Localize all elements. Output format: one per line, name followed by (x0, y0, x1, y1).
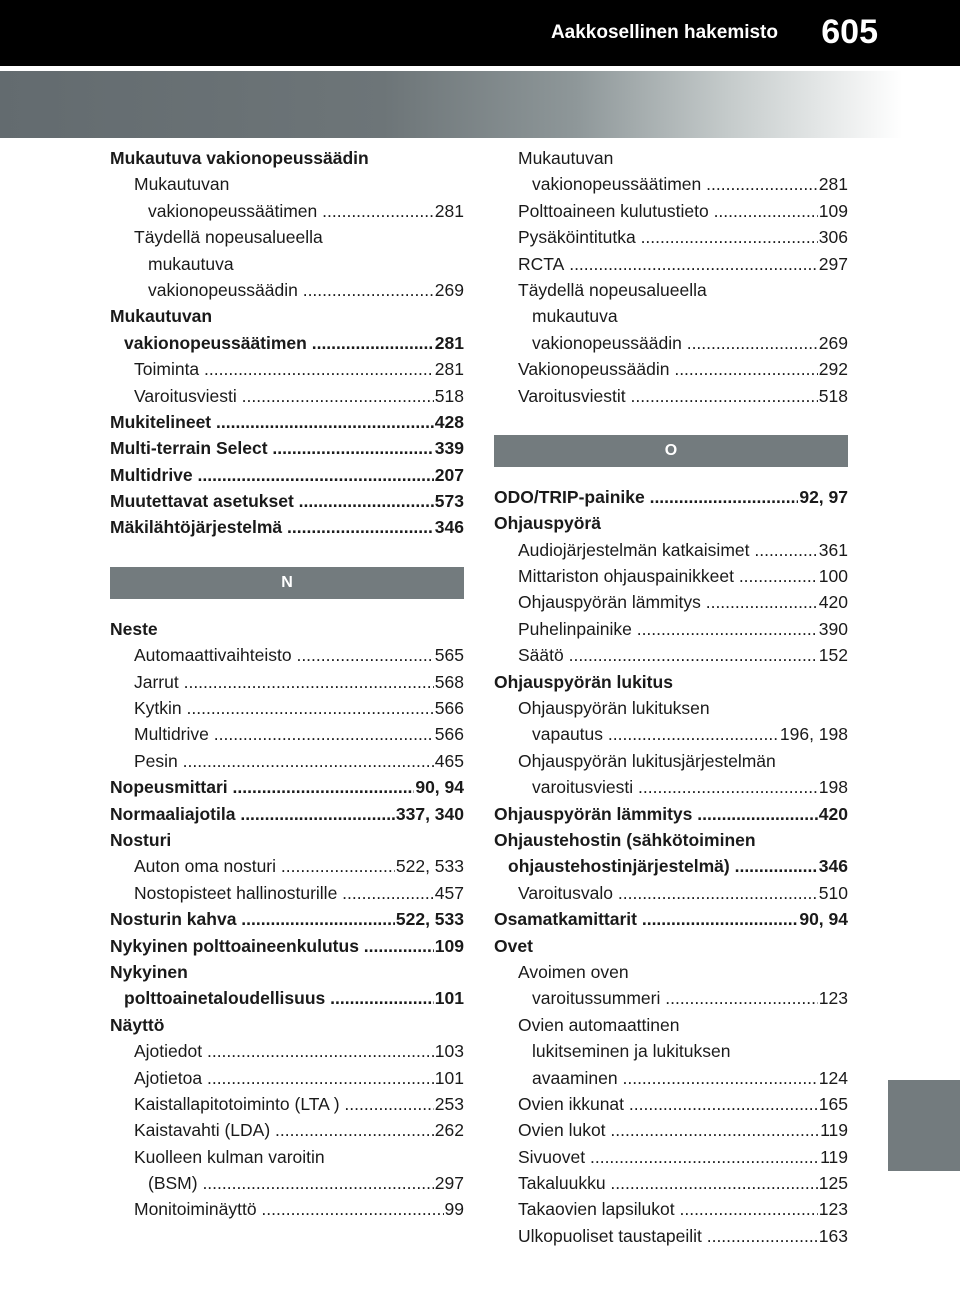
entry-page-ref: 103 (434, 1038, 464, 1064)
entry-term: Ovien automaattinen (518, 1014, 680, 1035)
index-entry (110, 933, 464, 959)
entry-term: Neste (110, 618, 158, 639)
index-entry (494, 383, 848, 409)
entry-term: Toiminta (134, 359, 200, 380)
entry-page-ref: 457 (434, 880, 464, 906)
index-entry (494, 669, 848, 695)
entry-page-ref: 337, 340 (395, 801, 464, 827)
entry-term: Mukitelineet (110, 411, 212, 432)
index-entry (494, 1117, 848, 1143)
entry-page-ref: 253 (434, 1091, 464, 1117)
entry-term: Ohjaustehostin (sähkötoiminen (494, 829, 756, 850)
index-entry (494, 880, 848, 906)
entry-term: ODO/TRIP-painike (494, 486, 645, 507)
entry-term: Kytkin (134, 698, 182, 719)
index-entry (110, 462, 464, 488)
entry-term: Nosturi (110, 829, 172, 850)
index-entry (494, 1065, 848, 1091)
entry-term: Mittariston ohjauspainikkeet (518, 566, 734, 587)
entry-term: Takaovien lapsilukot (518, 1199, 675, 1220)
spacer (110, 541, 464, 567)
index-entry (110, 774, 464, 800)
entry-page-ref: 109 (818, 198, 848, 224)
entry-term: Ohjauspyörän lämmitys (518, 592, 701, 613)
index-entry (110, 906, 464, 932)
index-entry (110, 616, 464, 642)
index-entry (494, 484, 848, 510)
index-entry (110, 171, 464, 197)
index-entry (494, 642, 848, 668)
index-entry (494, 1144, 848, 1170)
entry-term: Mukautuvan (134, 174, 230, 195)
entry-term: Ohjauspyörä (494, 513, 601, 534)
index-entry (110, 277, 464, 303)
index-entry (110, 330, 464, 356)
entry-page-ref: 123 (818, 985, 848, 1011)
entry-page-ref: 101 (434, 1065, 464, 1091)
index-column-right (494, 145, 848, 1249)
entry-page-ref: 566 (434, 721, 464, 747)
entry-page-ref: 196, 198 (779, 721, 848, 747)
entry-page-ref: 125 (818, 1170, 848, 1196)
index-entry (494, 774, 848, 800)
header-bar (0, 0, 960, 66)
entry-term: ohjaustehostinjärjestelmä) (508, 856, 730, 877)
entry-term: Nostopisteet hallinosturille (134, 882, 338, 903)
entry-term: mukautuva (532, 306, 618, 327)
entry-term: vapautus (532, 724, 604, 745)
index-entry (110, 642, 464, 668)
entry-page-ref: 99 (444, 1196, 464, 1222)
index-entry (110, 1065, 464, 1091)
entry-term: Osamatkamittarit (494, 909, 637, 930)
entry-term: Audiojärjestelmän katkaisimet (518, 539, 750, 560)
entry-page-ref: 281 (434, 198, 464, 224)
entry-term: Varoitusvalo (518, 882, 614, 903)
index-entry (110, 853, 464, 879)
index-entry (110, 356, 464, 382)
entry-term: Ovet (494, 935, 533, 956)
entry-term: Normaaliajotila (110, 803, 236, 824)
entry-page-ref: 518 (434, 383, 464, 409)
index-entry (494, 1012, 848, 1038)
index-entry (494, 1196, 848, 1222)
index-entry (494, 563, 848, 589)
letter-heading: N (110, 567, 464, 599)
entry-term: Multidrive (110, 464, 193, 485)
section-title: Aakkosellinen hakemisto (550, 22, 778, 43)
index-entry (110, 303, 464, 329)
index-entry (110, 1117, 464, 1143)
entry-term: Nykyinen polttoaineenkulutus (110, 935, 359, 956)
index-entry (494, 985, 848, 1011)
index-entry (494, 356, 848, 382)
entry-page-ref: 262 (434, 1117, 464, 1143)
index-entry (494, 801, 848, 827)
entry-page-ref: 123 (818, 1196, 848, 1222)
entry-page-ref: 90, 94 (798, 906, 848, 932)
index-entry (110, 827, 464, 853)
index-entry (494, 721, 848, 747)
index-entry (110, 1196, 464, 1222)
entry-page-ref: 346 (818, 853, 848, 879)
entry-term: Muutettavat asetukset (110, 491, 294, 512)
index-entry (110, 1144, 464, 1170)
index-entry (110, 1170, 464, 1196)
entry-term: varoitusviesti (532, 777, 634, 798)
entry-page-ref: 465 (434, 748, 464, 774)
entry-term: Sivuovet (518, 1146, 586, 1167)
entry-page-ref: 522, 533 (395, 853, 464, 879)
index-entry (110, 1038, 464, 1064)
index-entry (494, 959, 848, 985)
entry-page-ref: 568 (434, 669, 464, 695)
entry-page-ref: 101 (434, 985, 464, 1011)
entry-page-ref: 297 (434, 1170, 464, 1196)
entry-page-ref: 92, 97 (798, 484, 848, 510)
index-entry (494, 933, 848, 959)
spacer (494, 409, 848, 435)
entry-page-ref: 152 (818, 642, 848, 668)
index-entry (110, 198, 464, 224)
entry-term: Täydellä nopeusalueella (518, 279, 707, 300)
entry-term: Ajotietoa (134, 1067, 203, 1088)
entry-term: Ovien lukot (518, 1120, 606, 1141)
entry-term: Kaistallapitotoiminto (LTA ) (134, 1093, 340, 1114)
index-entry (494, 330, 848, 356)
entry-term: Mäkilähtöjärjestelmä (110, 517, 283, 538)
spacer (110, 599, 464, 616)
index-column-left (110, 145, 464, 1223)
index-entry (110, 435, 464, 461)
entry-term: Polttoaineen kulutustieto (518, 200, 709, 221)
entry-term: Näyttö (110, 1014, 165, 1035)
entry-page-ref: 361 (818, 537, 848, 563)
entry-page-ref: 566 (434, 695, 464, 721)
index-entry (110, 721, 464, 747)
spacer (494, 467, 848, 484)
index-entry (494, 510, 848, 536)
index-entry (110, 695, 464, 721)
entry-term: Mukautuva vakionopeussäädin (110, 148, 369, 168)
entry-term: vakionopeussäätimen (148, 200, 318, 221)
entry-page-ref: 420 (818, 589, 848, 615)
index-entry (494, 537, 848, 563)
entry-term: vakionopeussäädin (532, 332, 682, 353)
entry-term: lukitseminen ja lukituksen (532, 1041, 731, 1062)
entry-term: Nosturin kahva (110, 909, 237, 930)
entry-term: Ovien ikkunat (518, 1093, 625, 1114)
header-banner (0, 71, 960, 138)
entry-term: Pesin (134, 750, 178, 771)
entry-page-ref: 306 (818, 224, 848, 250)
entry-term: Vakionopeussäädin (518, 359, 670, 380)
entry-page-ref: 109 (434, 933, 464, 959)
index-entry (494, 906, 848, 932)
index-entry (494, 277, 848, 303)
entry-page-ref: 269 (434, 277, 464, 303)
entry-page-ref: 124 (818, 1065, 848, 1091)
index-entry (110, 959, 464, 985)
entry-term: Säätö (518, 645, 564, 666)
index-entry (494, 1038, 848, 1064)
index-entry (110, 748, 464, 774)
entry-term: Kuolleen kulman varoitin (134, 1146, 325, 1167)
entry-term: Kaistavahti (LDA) (134, 1120, 271, 1141)
entry-term: Varoitusviesti (134, 385, 237, 406)
entry-term: Nykyinen (110, 961, 188, 982)
entry-page-ref: 428 (434, 409, 464, 435)
index-entry (494, 251, 848, 277)
entry-page-ref: 269 (818, 330, 848, 356)
entry-term: Multidrive (134, 724, 209, 745)
entry-term: Puhelinpainike (518, 618, 632, 639)
index-entry (494, 827, 848, 853)
index-entry (110, 669, 464, 695)
entry-term: Ulkopuoliset taustapeilit (518, 1225, 702, 1246)
index-entry (110, 985, 464, 1011)
entry-page-ref: 281 (434, 356, 464, 382)
index-entry (110, 801, 464, 827)
entry-term: vakionopeussäätimen (124, 332, 307, 353)
index-entry (494, 853, 848, 879)
index-entry (110, 1012, 464, 1038)
entry-page-ref: 119 (819, 1117, 848, 1143)
index-entry (110, 514, 464, 540)
entry-term: vakionopeussäätimen (532, 174, 702, 195)
entry-term: varoitussummeri (532, 988, 661, 1009)
entry-term: Ohjauspyörän lukituksen (518, 698, 710, 719)
entry-page-ref: 90, 94 (414, 774, 464, 800)
entry-page-ref: 281 (434, 330, 464, 356)
index-entry (494, 616, 848, 642)
entry-page-ref: 565 (434, 642, 464, 668)
entry-term: RCTA (518, 253, 565, 274)
entry-page-ref: 573 (434, 488, 464, 514)
entry-page-ref: 346 (434, 514, 464, 540)
index-entry (110, 251, 464, 277)
entry-term: Jarrut (134, 671, 179, 692)
index-entry (494, 198, 848, 224)
entry-term: Takaluukku (518, 1173, 606, 1194)
entry-page-ref: 390 (818, 616, 848, 642)
index-entry (494, 695, 848, 721)
entry-page-ref: 100 (818, 563, 848, 589)
entry-term: Ohjauspyörän lukitus (494, 671, 673, 692)
chapter-tab (888, 1080, 960, 1171)
entry-term: Täydellä nopeusalueella (134, 227, 323, 248)
entry-page-ref: 518 (818, 383, 848, 409)
entry-term: avaaminen (532, 1067, 618, 1088)
index-entry (110, 488, 464, 514)
entry-term: polttoainetaloudellisuus (124, 988, 326, 1009)
index-entry (494, 1223, 848, 1249)
index-entry (110, 383, 464, 409)
entry-term: Ohjauspyörän lämmitys (494, 803, 693, 824)
page-number: 605 (821, 13, 878, 51)
entry-page-ref: 522, 533 (395, 906, 464, 932)
index-entry (110, 409, 464, 435)
entry-term: Mukautuvan (518, 148, 614, 168)
index-entry (494, 145, 848, 171)
entry-term: Mukautuvan (110, 306, 213, 327)
index-entry (110, 224, 464, 250)
entry-page-ref: 207 (434, 462, 464, 488)
entry-term: Nopeusmittari (110, 777, 228, 798)
entry-term: vakionopeussäädin (148, 279, 298, 300)
index-entry (494, 1170, 848, 1196)
entry-page-ref: 163 (818, 1223, 848, 1249)
entry-term: Auton oma nosturi (134, 856, 277, 877)
entry-page-ref: 339 (434, 435, 464, 461)
entry-page-ref: 292 (818, 356, 848, 382)
index-entry (494, 1091, 848, 1117)
index-entry (110, 145, 464, 171)
index-entry (110, 1091, 464, 1117)
entry-term: Pysäköintitutka (518, 227, 636, 248)
letter-heading: O (494, 435, 848, 467)
entry-page-ref: 119 (819, 1144, 848, 1170)
index-entry (494, 748, 848, 774)
index-entry (494, 303, 848, 329)
entry-term: (BSM) (148, 1173, 198, 1194)
index-entry (494, 224, 848, 250)
index-entry (110, 880, 464, 906)
entry-page-ref: 165 (818, 1091, 848, 1117)
entry-page-ref: 281 (818, 171, 848, 197)
entry-term: Ajotiedot (134, 1041, 203, 1062)
index-entry (494, 589, 848, 615)
entry-term: Varoitusviestit (518, 385, 626, 406)
entry-term: Automaattivaihteisto (134, 645, 292, 666)
index-entry (494, 171, 848, 197)
entry-page-ref: 297 (818, 251, 848, 277)
entry-term: Avoimen oven (518, 961, 629, 982)
entry-term: Ohjauspyörän lukitusjärjestelmän (518, 750, 776, 771)
entry-term: mukautuva (148, 253, 234, 274)
entry-term: Multi-terrain Select (110, 438, 268, 459)
entry-page-ref: 420 (818, 801, 848, 827)
entry-page-ref: 510 (818, 880, 848, 906)
entry-page-ref: 198 (818, 774, 848, 800)
entry-term: Monitoiminäyttö (134, 1199, 257, 1220)
